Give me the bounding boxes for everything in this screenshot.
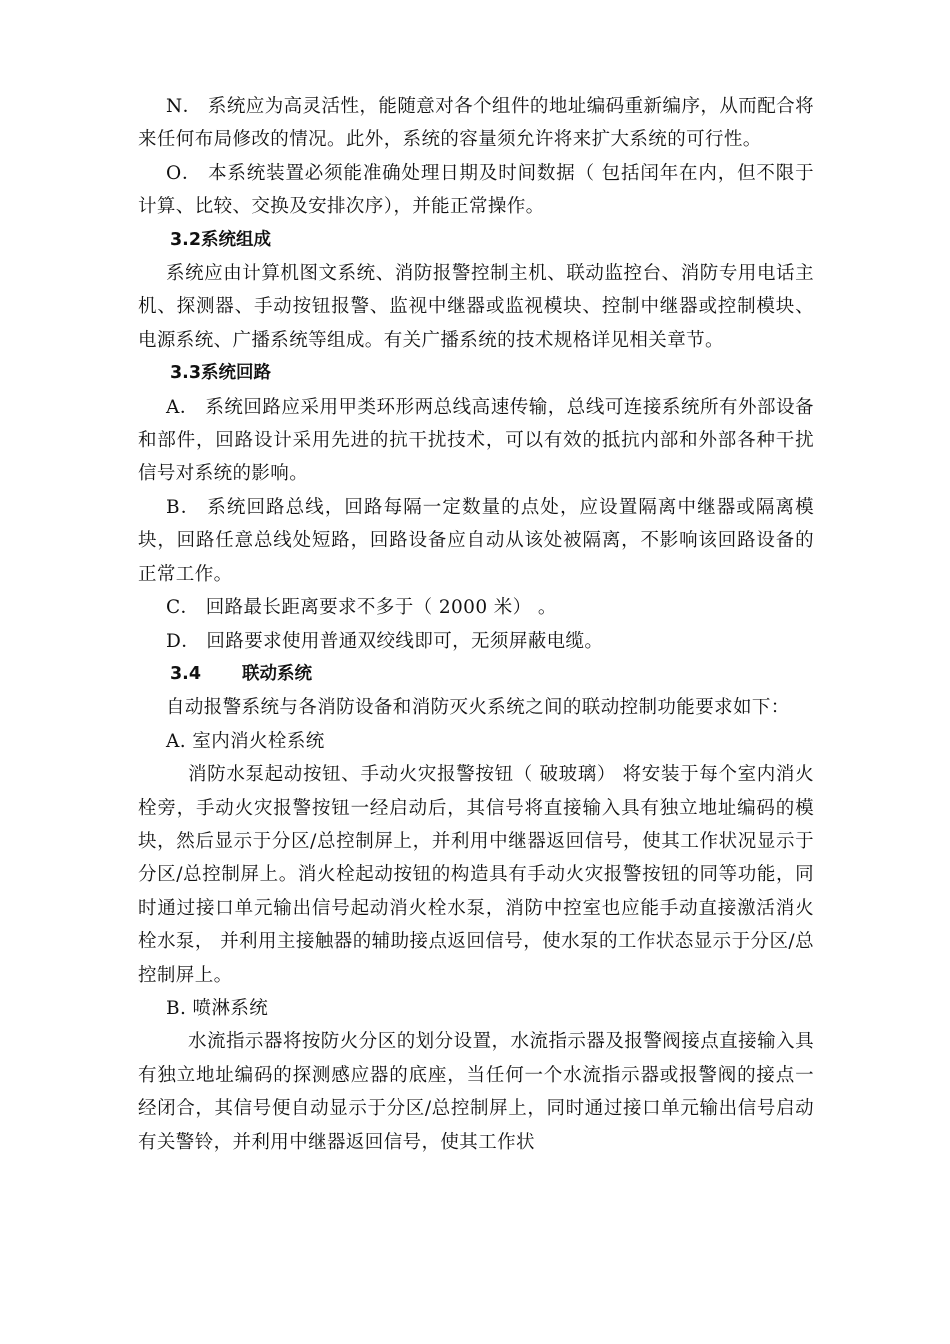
body-paragraph: N． 系统应为高灵活性，能随意对各个组件的地址编码重新编序，从而配合将来任何布局修改的情况。此外，系统的容量须允许将来扩大系统的可行性。 [138,96,814,151]
body-paragraph: B. 喷淋系统 [166,997,269,1019]
body-paragraph: 消防水泵起动按钮、手动火灾报警按钮（ 破玻璃） 将安装于每个室内消火栓旁，手动火灾报警按钮一经启动后，其信号将直接输入具有独立地址编码的模块，然后显示于分区/总控制屏上，并利用中继器返回信号，使其工作状况显示于分区/总控制屏上。消火栓起动按钮的构造具有手动火灾报警按钮的同等功能，同时通过接口单元输出信号起动消火栓水泵，消防中控室也应能手动直接激活消火栓水泵， 并利用主接触器的辅助接点返回信号，使水泵的工作状态显示于分区/总控制屏上。 [138,764,814,986]
section-title: 系统回路 [201,363,272,384]
document-body [138,90,814,1159]
section-number: 3.3 [170,363,202,384]
body-paragraph: D． 回路要求使用普通双绞线即可，无须屏蔽电缆。 [166,630,604,652]
body-paragraph: 水流指示器将按防火分区的划分设置，水流指示器及报警阀接点直接输入具有独立地址编码的探测感应器的底座，当任何一个水流指示器或报警阀的接点一经闭合，其信号便自动显示于分区/总控制屏上，同时通过接口单元输出信号启动有关警铃，并利用中继器返回信号，使其工作状 [138,1031,814,1153]
body-paragraph: C． 回路最长距离要求不多于（ 2000 米） 。 [166,597,557,619]
section-heading [138,357,814,390]
body-paragraph: A． 系统回路应采用甲类环形两总线高速传输，总线可连接系统所有外部设备和部件，回路设计采用先进的抗干扰技术，可以有效的抵抗内部和外部各种干扰信号对系统的影响。 [138,396,814,485]
section-title: 联动系统 [242,663,312,684]
section-title: 系统组成 [201,229,272,250]
section-number: 3.4 [170,663,202,684]
body-paragraph: B． 系统回路总线，回路每隔一定数量的点处，应设置隔离中继器或隔离模块，回路任意总线处短路，回路设备应自动从该处被隔离，不影响该回路设备的正常工作。 [138,496,814,585]
body-paragraph: 自动报警系统与各消防设备和消防灭火系统之间的联动控制功能要求如下： [166,697,790,719]
section-number: 3.2 [170,229,202,250]
body-paragraph: O． 本系统装置必须能准确处理日期及时间数据（ 包括闰年在内，但不限于计算、比较、交换及安排次序），并能正常操作。 [138,162,814,218]
section-heading [138,658,814,691]
section-heading [138,224,814,257]
body-paragraph: A. 室内消火栓系统 [166,730,325,752]
body-paragraph: 系统应由计算机图文系统、消防报警控制主机、联动监控台、消防专用电话主机、探测器、手动按钮报警、监视中继器或监视模块、控制中继器或控制模块、电源系统、广播系统等组成。有关广播系统的技术规格详见相关章节。 [138,263,814,351]
